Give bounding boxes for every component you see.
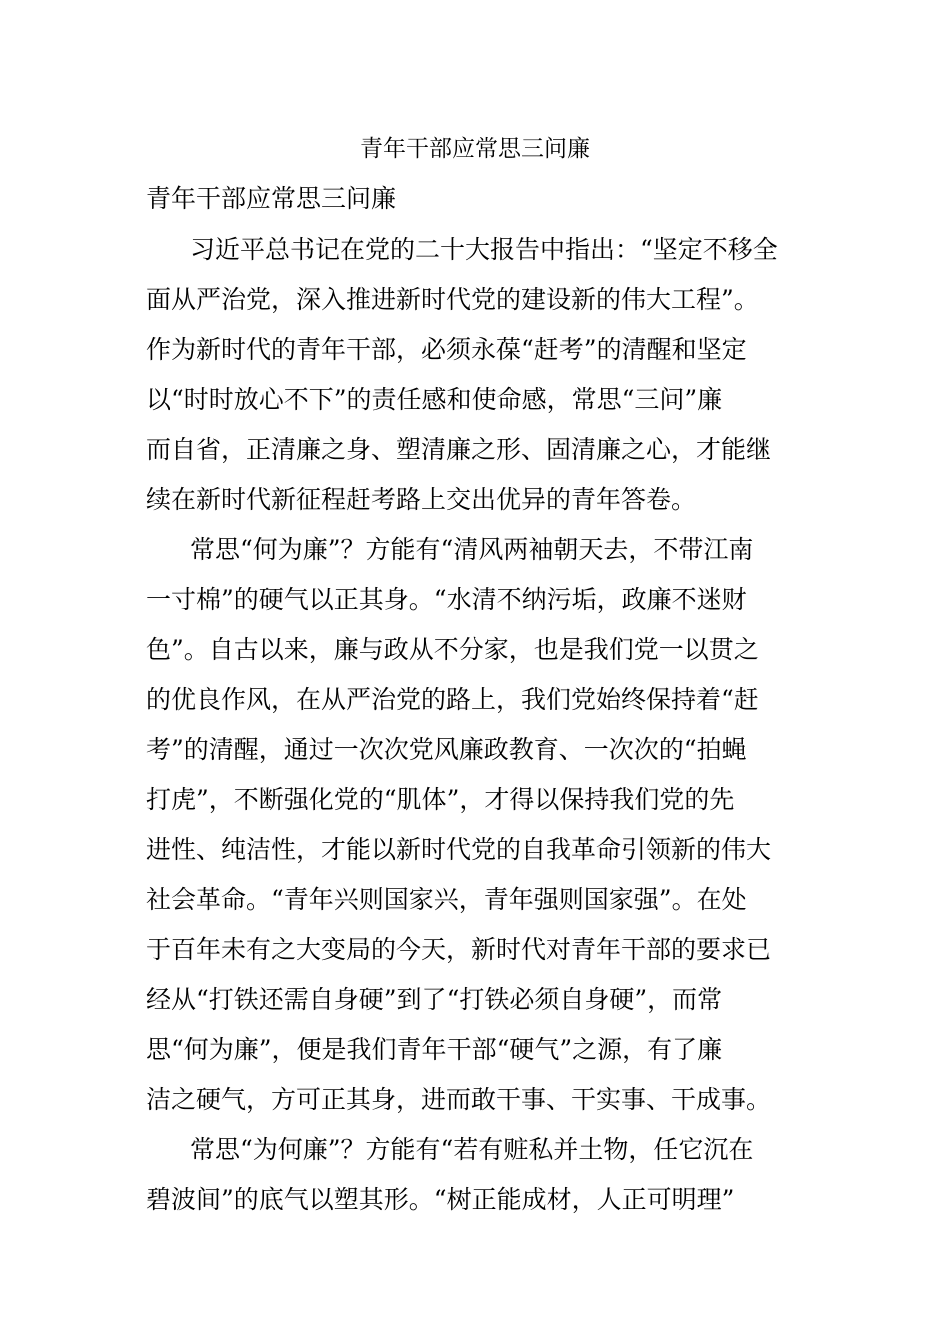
paragraph-line: 考”的清醒，通过一次次党风廉政教育、一次次的“拍蝇 [146,735,747,764]
paragraph-line: 洁之硬气，方可正其身，进而敢干事、干实事、干成事。 [146,1085,772,1114]
paragraph-line: 经从“打铁还需自身硬”到了“打铁必须自身硬”，而常 [146,985,723,1014]
paragraph-line: 常思“为何廉”？方能有“若有赃私并土物，任它沉在 [190,1135,754,1164]
paragraph-line: 一寸棉”的硬气以正其身。“水清不纳污垢，政廉不迷财 [146,585,747,614]
document-subtitle: 青年干部应常思三问廉 [146,184,397,213]
page-title: 青年干部应常思三问廉 [360,136,590,162]
paragraph-line: 碧波间”的底气以塑其形。“树正能成材，人正可明理” [146,1185,735,1214]
paragraph-line: 色”。自古以来，廉与政从不分家，也是我们党一以贯之 [146,635,759,664]
paragraph-line: 打虎”，不断强化党的“肌体”，才得以保持我们党的先 [146,785,735,814]
paragraph-line: 思“何为廉”，便是我们青年干部“硬气”之源，有了廉 [146,1035,723,1064]
paragraph-line: 社会革命。“青年兴则国家兴，青年强则国家强”。在处 [146,885,747,914]
paragraph-line: 而自省，正清廉之身、塑清廉之形、固清廉之心，才能继 [146,435,772,464]
paragraph-line: 于百年未有之大变局的今天，新时代对青年干部的要求已 [146,935,772,964]
paragraph-line: 常思“何为廉”？方能有“清风两袖朝天去，不带江南 [190,535,754,564]
paragraph-line: 进性、纯洁性，才能以新时代党的自我革命引领新的伟大 [146,835,772,864]
paragraph-line: 的优良作风，在从严治党的路上，我们党始终保持着“赶 [146,685,759,714]
paragraph-line: 作为新时代的青年干部，必须永葆“赶考”的清醒和坚定 [146,335,747,364]
paragraph-line: 续在新时代新征程赶考路上交出优异的青年答卷。 [146,485,697,514]
paragraph-line: 面从严治党，深入推进新时代党的建设新的伟大工程”。 [146,285,759,314]
paragraph-line: 以“时时放心不下”的责任感和使命感，常思“三问”廉 [146,385,723,414]
paragraph-line: 习近平总书记在党的二十大报告中指出：“坚定不移全 [190,235,778,264]
